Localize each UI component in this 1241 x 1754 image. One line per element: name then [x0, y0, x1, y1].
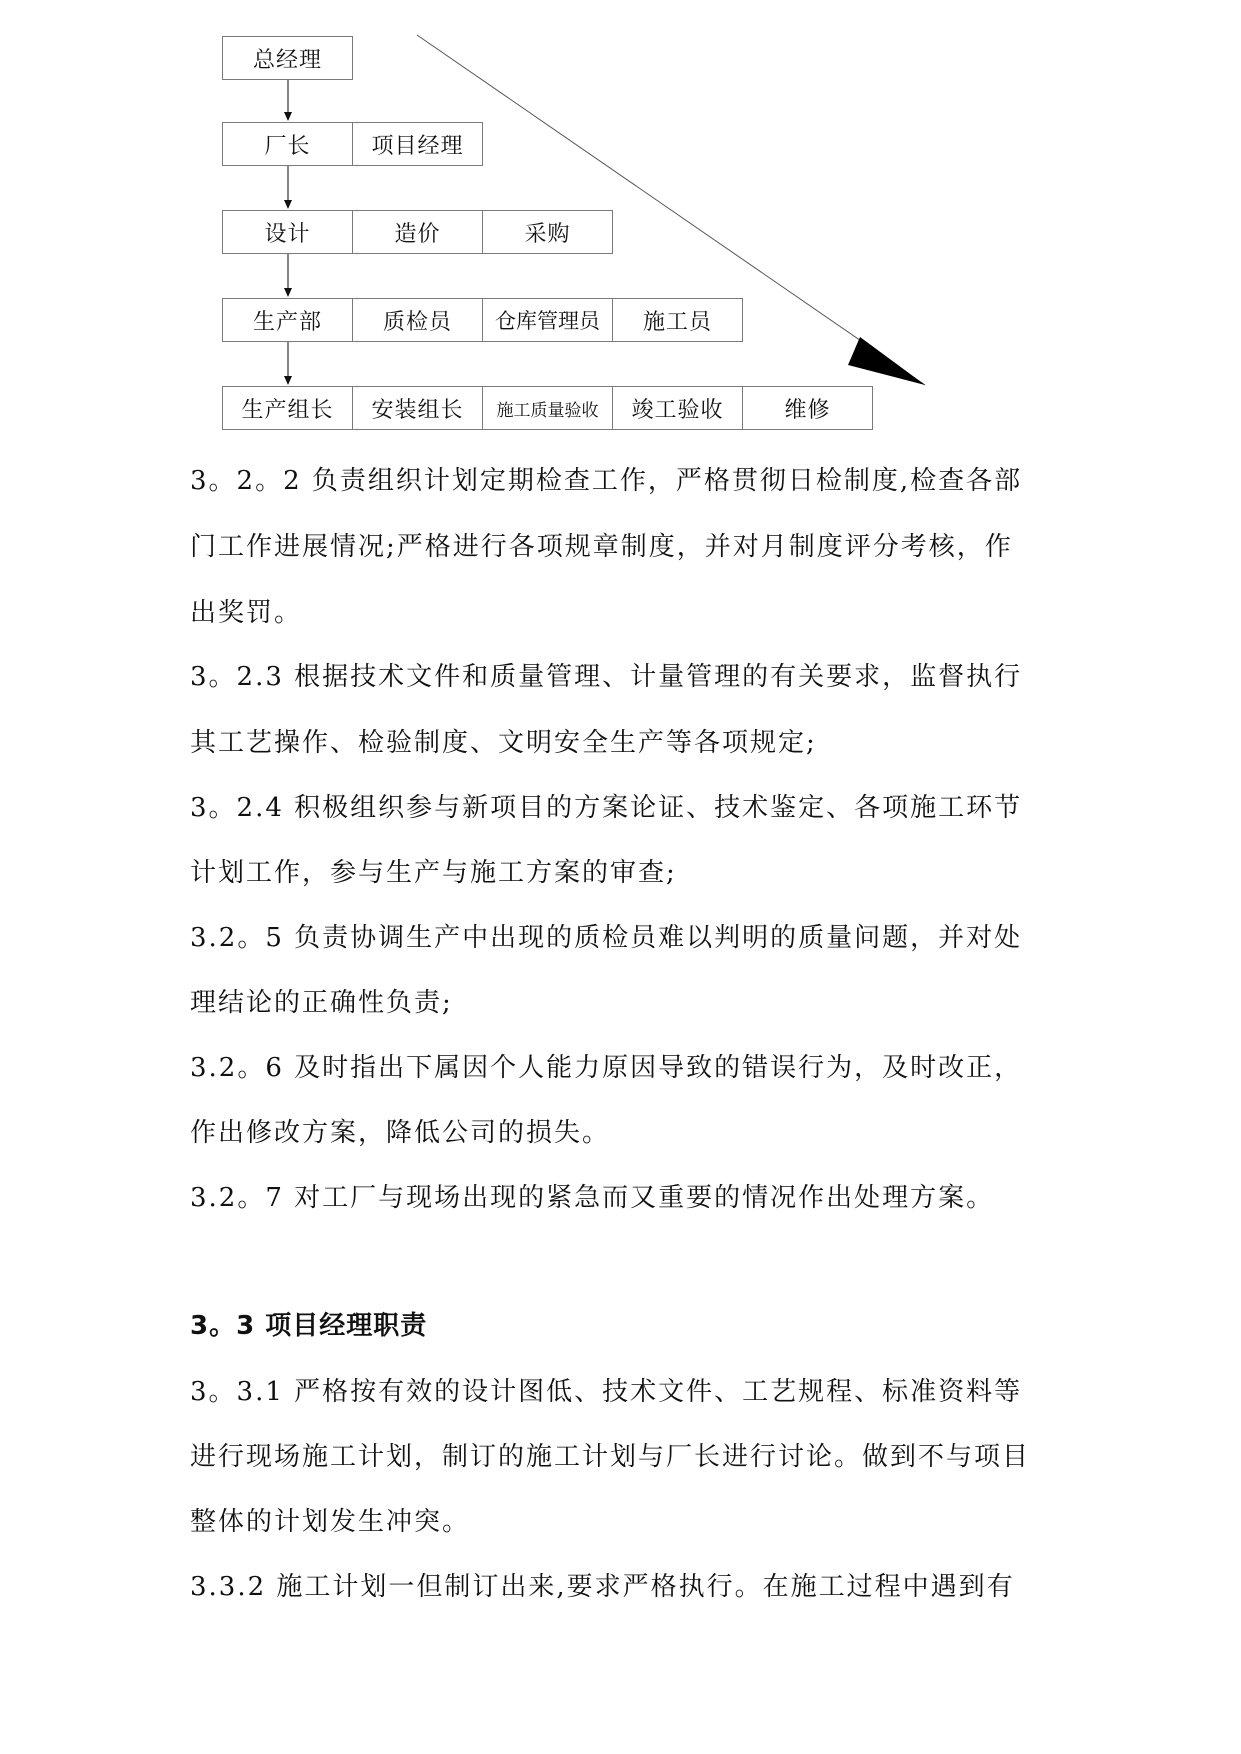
- paragraph-line: 计划工作，参与生产与施工方案的审查;: [190, 858, 677, 888]
- org-box-installation-leader: 安装组长: [352, 386, 483, 430]
- paragraph-line: 作出修改方案，降低公司的损失。: [190, 1118, 611, 1148]
- org-box-cost: 造价: [352, 210, 483, 254]
- paragraph-line: 整体的计划发生冲突。: [190, 1507, 471, 1537]
- paragraph-line: 3。3.1 严格按有效的设计图低、技术文件、工艺规程、标准资料等: [190, 1377, 1023, 1407]
- org-box-project-manager: 项目经理: [352, 122, 483, 166]
- paragraph-line: 3.2。7 对工厂与现场出现的紧急而又重要的情况作出处理方案。: [190, 1183, 995, 1213]
- paragraph-line: 3。2.3 根据技术文件和质量管理、计量管理的有关要求，监督执行: [190, 662, 1023, 692]
- org-box-general-manager: 总经理: [222, 36, 353, 80]
- paragraph-line: 3.3.2 施工计划一但制订出来,要求严格执行。在施工过程中遇到有: [190, 1572, 1015, 1602]
- org-box-design: 设计: [222, 210, 353, 254]
- paragraph-line: 3。2。2 负责组织计划定期检查工作，严格贯彻日检制度,检查各部: [190, 466, 1023, 496]
- paragraph-line: 其工艺操作、检验制度、文明安全生产等各项规定;: [190, 728, 817, 758]
- paragraph-line: 理结论的正确性负责;: [190, 988, 453, 1018]
- org-box-quality-acceptance: 施工质量验收: [482, 386, 613, 430]
- paragraph-line: 门工作进展情况;严格进行各项规章制度，并对月制度评分考核，作: [190, 532, 1013, 562]
- org-box-production-dept: 生产部: [222, 298, 353, 342]
- paragraph-line: 3。2.4 积极组织参与新项目的方案论证、技术鉴定、各项施工环节: [190, 793, 1023, 823]
- paragraph-line: 3.2。6 及时指出下属因个人能力原因导致的错误行为，及时改正，: [190, 1053, 1023, 1083]
- org-box-quality-inspector: 质检员: [352, 298, 483, 342]
- paragraph-line: 进行现场施工计划，制订的施工计划与厂长进行讨论。做到不与项目: [190, 1442, 1031, 1472]
- body-text: [190, 0, 1065, 1754]
- section-heading: 3。3 项目经理职责: [190, 1311, 428, 1341]
- paragraph-line: 3.2。5 负责协调生产中出现的质检员难以判明的质量问题，并对处: [190, 923, 1023, 953]
- org-box-construction-worker: 施工员: [612, 298, 743, 342]
- org-box-production-leader: 生产组长: [222, 386, 353, 430]
- org-box-factory-director: 厂长: [222, 122, 353, 166]
- org-box-completion-acceptance: 竣工验收: [612, 386, 743, 430]
- org-box-maintenance: 维修: [742, 386, 873, 430]
- org-box-warehouse-manager: 仓库管理员: [482, 298, 613, 342]
- paragraph-line: 出奖罚。: [190, 598, 303, 628]
- org-box-purchasing: 采购: [482, 210, 613, 254]
